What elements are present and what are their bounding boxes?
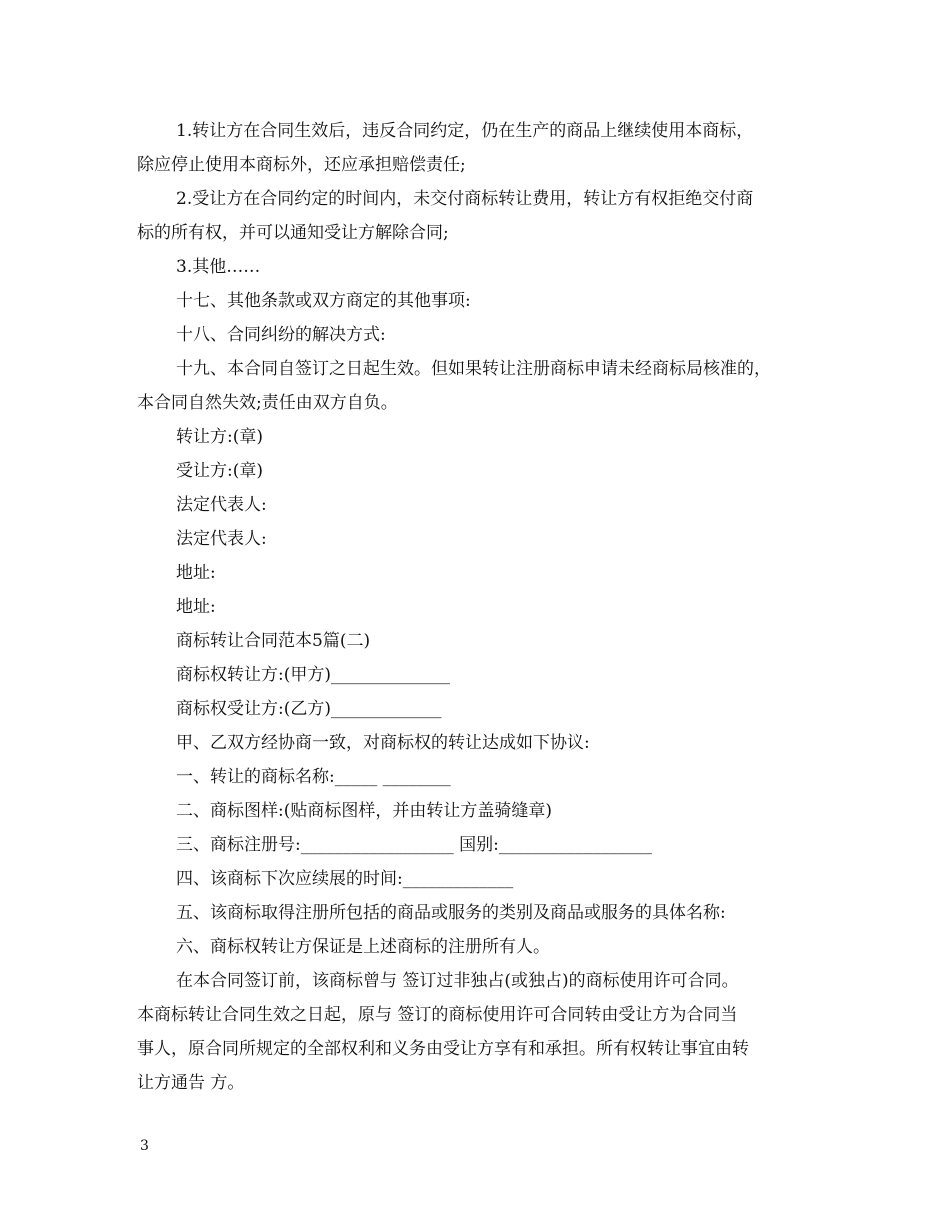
clause-line: 二、商标图样:(贴商标图样，并由转让方盖骑缝章) — [176, 801, 552, 821]
clause-line: 3.其他…… — [176, 257, 261, 277]
clause-line: 本商标转让合同生效之日起，原与 签订的商标使用许可合同转由受让方为合同当 — [137, 1005, 738, 1025]
clause-line: 标的所有权，并可以通知受让方解除合同; — [137, 223, 449, 243]
party-field: 商标权转让方:(甲方)______________ — [176, 665, 450, 685]
page-number: 3 — [140, 1138, 149, 1154]
clause-heading: 十八、合同纠纷的解决方式: — [176, 325, 386, 345]
agreement-intro: 甲、乙双方经协商一致，对商标权的转让达成如下协议: — [176, 733, 590, 753]
signature-field: 法定代表人: — [176, 495, 267, 515]
clause-line: 1.转让方在合同生效后，违反合同约定，仍在生产的商品上继续使用本商标， — [176, 121, 754, 141]
clause-line: 十九、本合同自签订之日起生效。但如果转让注册商标申请未经商标局核准的， — [176, 359, 771, 379]
clause-line: 六、商标权转让方保证是上述商标的注册所有人。 — [176, 937, 550, 957]
clause-line: 除应停止使用本商标外，还应承担赔偿责任; — [137, 155, 466, 175]
document-body — [137, 114, 837, 1100]
party-field: 商标权受让方:(乙方)_____________ — [176, 699, 442, 719]
clause-line: 四、该商标下次应续展的时间:_____________ — [176, 869, 514, 889]
clause-line: 三、商标注册号:__________________ 国别:__________________ — [176, 835, 652, 855]
clause-line: 事人，原合同所规定的全部权利和义务由受让方享有和承担。所有权转让事宜由转 — [137, 1039, 749, 1059]
signature-field: 受让方:(章) — [176, 461, 263, 481]
clause-line: 一、转让的商标名称:_____ ________ — [176, 767, 451, 787]
clause-line: 让方通告 方。 — [137, 1073, 245, 1093]
clause-line: 在本合同签订前，该商标曾与 签订过非独占(或独占)的商标使用许可合同。 — [176, 971, 739, 991]
clause-line: 本合同自然失效;责任由双方自负。 — [137, 393, 398, 413]
address-field: 地址: — [176, 563, 216, 583]
section-title: 商标转让合同范本5篇(二) — [176, 631, 371, 651]
signature-field: 法定代表人: — [176, 529, 267, 549]
signature-field: 转让方:(章) — [176, 427, 263, 447]
clause-line: 2.受让方在合同约定的时间内，未交付商标转让费用，转让方有权拒绝交付商 — [176, 189, 754, 209]
clause-line: 五、该商标取得注册所包括的商品或服务的类别及商品或服务的具体名称: — [176, 903, 726, 923]
clause-heading: 十七、其他条款或双方商定的其他事项: — [176, 291, 471, 311]
address-field: 地址: — [176, 597, 216, 617]
